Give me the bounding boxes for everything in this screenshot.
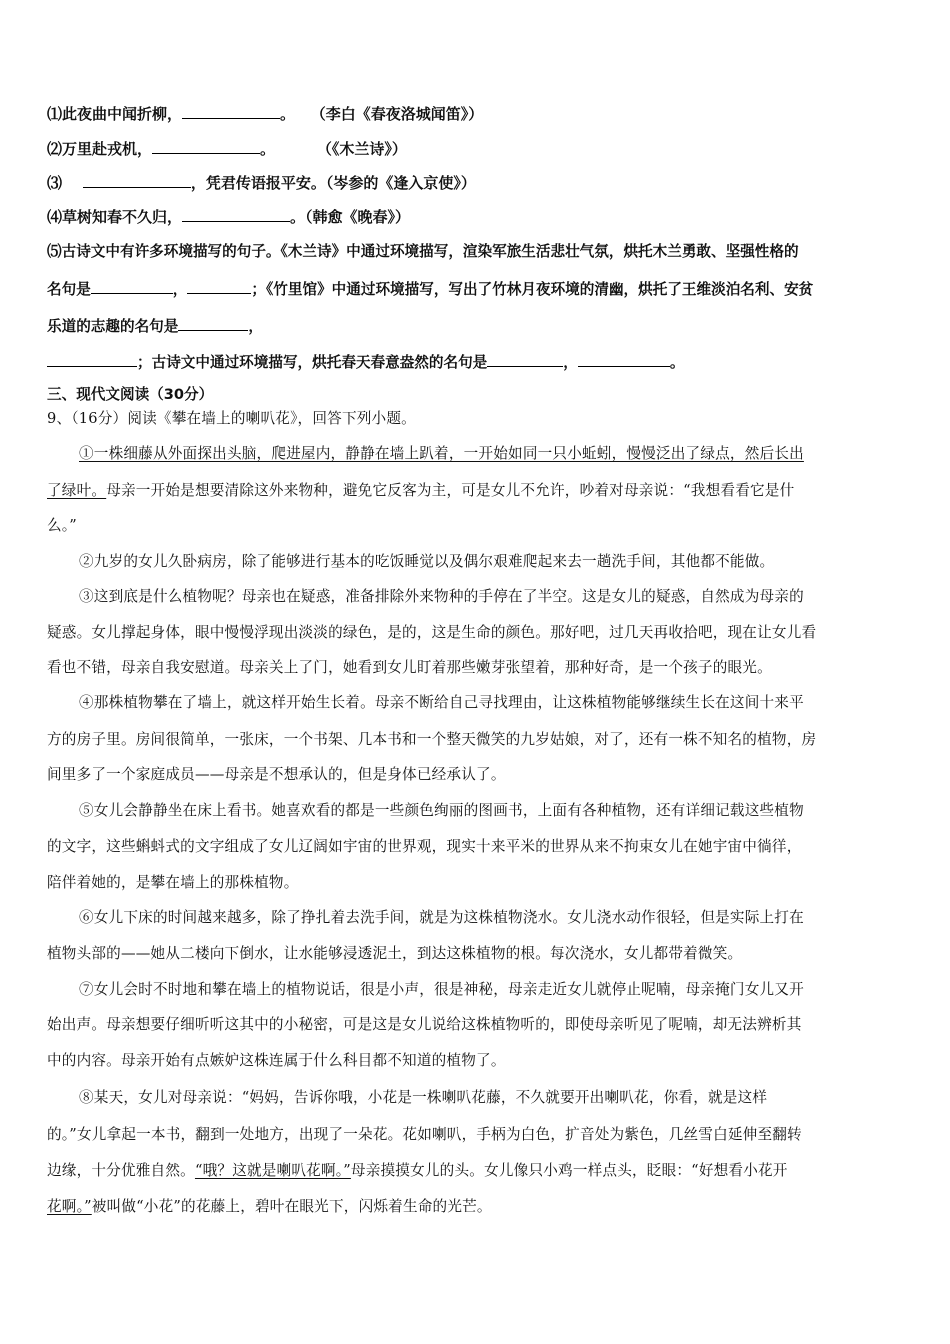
q2-source: （《木兰诗》）: [316, 140, 407, 158]
para-5-line-1: ⑤女儿会静静坐在床上看书。她喜欢看的都是一些颜色绚丽的图画书，上面有各种植物，还有详细记载这些植物: [79, 802, 804, 819]
q5-line3-b: ，: [248, 318, 263, 335]
q2-text: 万里赴戎机，: [62, 140, 153, 158]
para-7-line-2: 始出声。母亲想要仔细听听这其中的小秘密，可是这是女儿说给这株植物听的，即使母亲听见了呢喃，却无法辨析其: [47, 1016, 802, 1033]
q1-text: 此夜曲中闻折柳，: [62, 105, 183, 123]
recitation-q3: [47, 172, 476, 193]
q5-blank-6[interactable]: [578, 352, 670, 367]
para-3-line-1: ③这到底是什么植物呢？母亲也在疑惑，准备排除外来物种的手停在了半空。这是女儿的疑惑，自然成为母亲的: [79, 588, 804, 605]
q5-line2-c: ；《竹里馆》中通过环境描写，写出了竹林月夜环境的清幽，烘托了王维淡泊名利、安贫: [251, 281, 814, 298]
question-9-prompt: 9、（16分）阅读《攀在墙上的喇叭花》，回答下列小题。: [47, 410, 416, 427]
q1-number: ⑴: [47, 105, 63, 123]
para-8-line-3: [47, 1159, 788, 1180]
q1-punct: 。: [280, 105, 296, 123]
q2-number: ⑵: [47, 140, 63, 158]
q3-blank[interactable]: [83, 173, 191, 188]
q5-blank-5[interactable]: [487, 352, 563, 367]
q5-line3-a: 乐道的志趣的名句是: [47, 318, 179, 335]
q4-source: 。（韩愈《晚春》）: [290, 208, 411, 226]
q5-line4-b: ，: [563, 354, 578, 371]
q2-blank[interactable]: [152, 139, 260, 154]
q5-line2-a: 名句是: [47, 281, 91, 298]
para-3-line-2: 疑惑。女儿撑起身体，眼中慢慢浮现出淡淡的绿色，是的，这是生命的颜色。那好吧，过几天再收拾吧，现在让女儿看: [47, 624, 817, 641]
recitation-q5-line2: [47, 278, 813, 299]
para-5-line-2: 的文字，这些蝌蚪式的文字组成了女儿辽阔如宇宙的世界观，现实十来平米的世界从来不拘束女儿在她宇宙中徜徉，: [47, 838, 802, 855]
para-4-line-1: ④那株植物攀在了墙上，就这样开始生长着。母亲不断给自己寻找理由，让这株植物能够继续生长在这间十来平: [79, 694, 804, 711]
para-6-line-1: ⑥女儿下床的时间越来越多，除了挣扎着去洗手间，就是为这株植物浇水。女儿浇水动作很轻，但是实际上打在: [79, 909, 804, 926]
para-8-line-1: ⑧某天，女儿对母亲说：“妈妈，告诉你哦，小花是一株喇叭花藤，不久就要开出喇叭花，你看，就是这样: [79, 1089, 768, 1106]
q5-blank-4[interactable]: [47, 352, 137, 367]
q5-blank-1[interactable]: [91, 279, 173, 294]
para-8-underlined-1: “哦？这就是喇叭花啊。”: [194, 1162, 351, 1179]
para-8-line-3-b: 母亲摸摸女儿的头。女儿像只小鸡一样点头，眨眼：“好想看小花开: [350, 1162, 788, 1179]
para-5-line-3: 陪伴着她的，是攀在墙上的那株植物。: [47, 874, 299, 891]
q5-blank-2[interactable]: [187, 279, 251, 294]
para-1-line-2-rest: 母亲一开始是想要清除这外来物种，避免它反客为主，可是女儿不允许，吵着对母亲说：“我想看看它是什: [106, 482, 795, 499]
recitation-q5-line4: [47, 351, 684, 372]
q5-line4-a: ；古诗文中通过环境描写，烘托春天春意盎然的名句是: [137, 354, 488, 371]
para-8-underlined-2: 花啊。”: [47, 1198, 92, 1215]
recitation-q5-line3: [47, 315, 263, 336]
q4-blank[interactable]: [182, 207, 290, 222]
para-7-line-1: ⑦女儿会时不时地和攀在墙上的植物说话，很是小声，很是神秘，母亲走近女儿就停止呢喃，母亲掩门女儿又开: [79, 981, 804, 998]
para-1-line-1: ①一株细藤从外面探出头脑，爬进屋内，静静在墙上趴着，一开始如同一只小蚯蚓，慢慢泛出了绿点，然后长出: [79, 445, 804, 462]
q5-blank-3[interactable]: [178, 316, 248, 331]
recitation-q4: [47, 206, 410, 227]
q4-number: ⑷: [47, 208, 63, 226]
para-8-line-2: 的。”女儿拿起一本书，翻到一处地方，出现了一朵花。花如喇叭，手柄为白色，扩音处为紫色，几丝雪白延伸至翻转: [47, 1126, 802, 1143]
para-1-line-3: 么。”: [47, 517, 77, 534]
para-8-line-4: [47, 1195, 492, 1216]
q1-blank[interactable]: [182, 104, 280, 119]
q2-punct: 。: [260, 140, 276, 158]
para-2-line-1: ②九岁的女儿久卧病房，除了能够进行基本的吃饭睡觉以及偶尔艰难爬起来去一趟洗手间，其他都不能做。: [79, 553, 775, 570]
para-1-underlined: 了绿叶。: [47, 482, 107, 499]
para-1-line-2: [47, 479, 794, 500]
q4-text: 草树知春不久归，: [62, 208, 183, 226]
q5-line2-b: ，: [172, 281, 188, 298]
para-4-line-2: 方的房子里。房间很简单，一张床，一个书架、几本书和一个整天微笑的九岁姑娘，对了，还有一株不知名的植物，房: [47, 731, 817, 748]
q5-line1-text: ⑸古诗文中有许多环境描写的句子。《木兰诗》中通过环境描写，渲染军旅生活悲壮气氛，烘托木兰勇敢、坚强性格的: [47, 243, 799, 260]
para-8-line-3-a: 边缘，十分优雅自然。: [47, 1162, 195, 1179]
para-3-line-3: 看也不错，母亲自我安慰道。母亲关上了门，她看到女儿盯着那些嫩芽张望着，那种好奇，是一个孩子的眼光。: [47, 659, 772, 676]
q3-number: ⑶: [47, 174, 63, 192]
recitation-q2: [47, 138, 407, 159]
q1-source: （李白《春夜洛城闻笛》）: [310, 105, 484, 123]
para-6-line-2: 植物头部的——她从二楼向下倒水，让水能够浸透泥土，到达这株植物的根。每次浇水，女儿都带着微笑。: [47, 945, 743, 962]
q3-text: ，凭君传语报平安。（岑参的《逢入京使》）: [190, 174, 476, 192]
para-7-line-3: 中的内容。母亲开始有点嫉妒这株连属于什么科目都不知道的植物了。: [47, 1052, 506, 1069]
recitation-q1: [47, 103, 483, 124]
recitation-q5-line1: [47, 240, 799, 261]
para-8-line-4-b: 被叫做“小花”的花藤上，碧叶在眼光下，闪烁着生命的光芒。: [91, 1198, 492, 1215]
para-4-line-3: 间里多了一个家庭成员——母亲是不想承认的，但是身体已经承认了。: [47, 766, 506, 783]
q5-line4-c: 。: [669, 354, 685, 371]
section-heading: 三、现代文阅读（30分）: [47, 386, 214, 403]
